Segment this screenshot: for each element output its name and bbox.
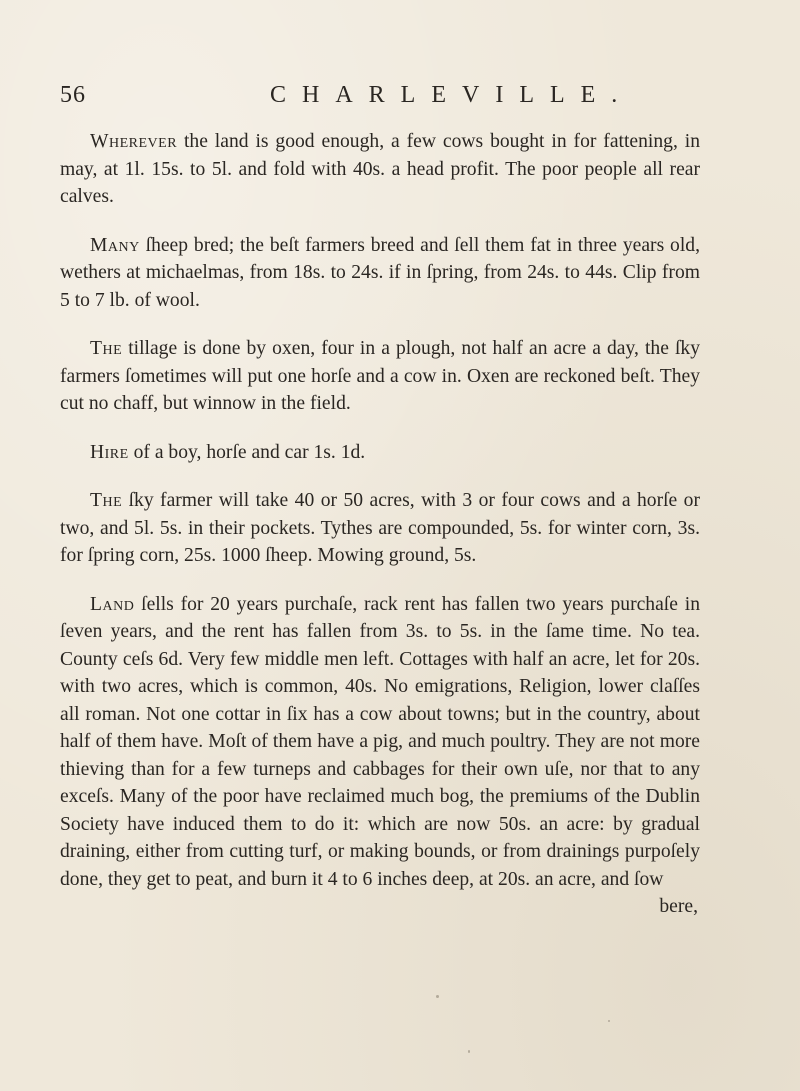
catchword: bere, — [659, 896, 698, 917]
paper-speck — [608, 1020, 610, 1022]
paragraph-fattening — [60, 128, 700, 211]
paragraph-lead-word: Hire — [90, 441, 129, 463]
paragraph-lead-word: Land — [90, 593, 135, 615]
running-head: CHARLEVILLE. — [270, 82, 634, 108]
paragraph-lead-word: Wherever — [90, 131, 178, 152]
paragraph-text: ſells for 20 years purchaſe, rack rent has fallen two years purchaſe in ſeven years, and the rent has fallen from 3s. to 5s. in the ſame time. No tea. County ceſs 6d. Very few middle men left. Cottages with half an acre, let for 20s. with two acres, which is common, 40s. No emigrations, Religion, lower claſſes all roman. Not one cottar in ſix has a cow about towns; but in the country, about half of them have. Moſt of them have a pig, and much poultry. They are not more thieving than for a few turneps and cabbages for their own uſe, nor that to any exceſs. Many of the poor have reclaimed much bog, the premiums of the Dublin Society have induced them to do it: which are now 50s. an acre: by gradual draining, either from cutting turf, or making bounds, or from drainings purpoſely done, they get to peat, and burn it 4 to 6 inches deep, at 20s. an acre, and ſow — [60, 593, 700, 890]
paragraph-hire — [60, 439, 700, 467]
page-header — [60, 82, 700, 118]
paper-speck — [436, 995, 439, 998]
paragraph-text: tillage is done by oxen, four in a plough, not half an acre a day, the ſky farmers ſometimes will put one horſe and a cow in. Oxen are reckoned beſt. They cut no chaff, but winnow in the field. — [60, 338, 700, 414]
paragraph-lead-word: Many — [90, 234, 140, 256]
paragraph-tillage — [60, 335, 700, 418]
paragraph-land — [60, 591, 700, 894]
paper-speck — [468, 1050, 470, 1053]
paragraph-sky-farmer — [60, 487, 700, 570]
paragraph-lead-word: The — [90, 490, 123, 511]
page-number: 56 — [60, 82, 86, 108]
paragraph-text: ſky farmer will take 40 or 50 acres, with 3 or four cows and a horſe or two, and 5l. 5s. in their pockets. Tythes are compounded, 5s. for winter corn, 3s. for ſpring corn, 25s. 1000 ſheep. Mowing ground, 5s. — [60, 490, 700, 566]
paragraph-text: ſheep bred; the beſt farmers breed and ſell them fat in three years old, wethers at michaelmas, from 18s. to 24s. if in ſpring, from 24s. to 44s. Clip from 5 to 7 lb. of wool. — [60, 234, 700, 311]
paragraph-text: the land is good enough, a few cows bought in for fattening, in may, at 1l. 15s. to 5l. and fold with 40s. a head profit. The poor people all rear calves. — [60, 131, 700, 207]
body-text — [60, 128, 700, 921]
paragraph-sheep — [60, 232, 700, 315]
paragraph-text: of a boy, horſe and car 1s. 1d. — [128, 441, 366, 463]
paragraph-lead-word: The — [90, 338, 123, 359]
